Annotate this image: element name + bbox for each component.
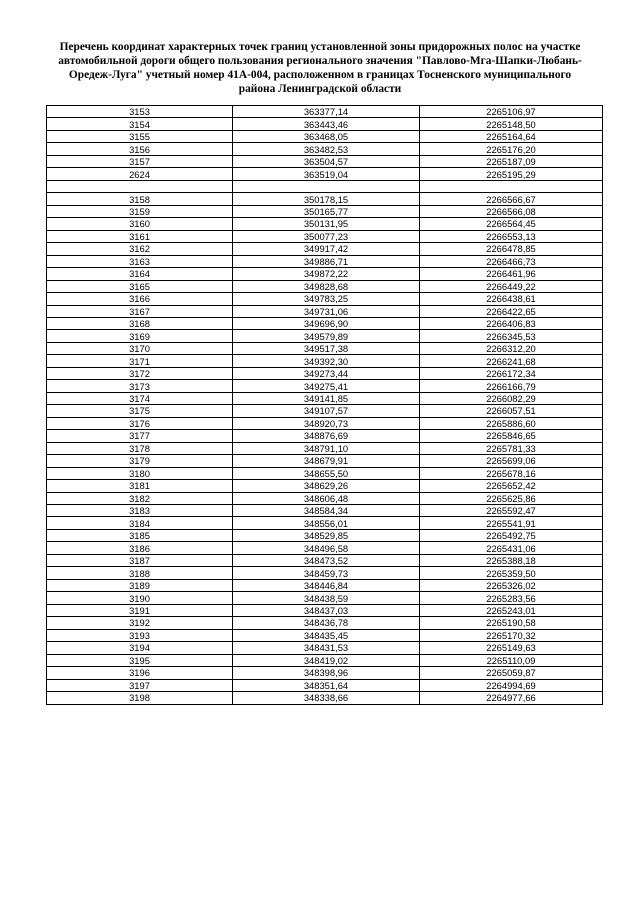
point-number-cell: 3163 — [47, 255, 233, 267]
point-number-cell: 3169 — [47, 330, 233, 342]
table-row — [47, 692, 603, 704]
y-coordinate-cell: 2265149,63 — [420, 642, 603, 654]
y-coordinate-cell: 2265195,29 — [420, 168, 603, 180]
table-row — [47, 255, 603, 267]
x-coordinate-cell: 348437,03 — [233, 604, 420, 616]
x-coordinate-cell: 349783,25 — [233, 293, 420, 305]
x-coordinate-cell: 348473,52 — [233, 554, 420, 566]
y-coordinate-cell: 2266406,83 — [420, 317, 603, 329]
y-coordinate-cell: 2266345,53 — [420, 330, 603, 342]
x-coordinate-cell: 349275,41 — [233, 380, 420, 392]
y-coordinate-cell: 2266082,29 — [420, 392, 603, 404]
x-coordinate-cell: 349273,44 — [233, 367, 420, 379]
y-coordinate-cell: 2265170,32 — [420, 629, 603, 641]
x-coordinate-cell: 363482,53 — [233, 143, 420, 155]
x-coordinate-cell: 350178,15 — [233, 193, 420, 205]
point-number-cell: 3183 — [47, 505, 233, 517]
x-coordinate-cell: 348398,96 — [233, 667, 420, 679]
title-line: района Ленинградской области — [238, 83, 402, 95]
title-line: автомобильной дороги общего пользования регионального значения "Павлово-Мга-Шапки-Любань- — [58, 55, 582, 67]
y-coordinate-cell: 2265359,50 — [420, 567, 603, 579]
table-row — [47, 392, 603, 404]
y-coordinate-cell: 2266566,08 — [420, 205, 603, 217]
table-row — [47, 193, 603, 205]
x-coordinate-cell: 348419,02 — [233, 654, 420, 666]
table-row — [47, 492, 603, 504]
y-coordinate-cell: 2265148,50 — [420, 118, 603, 130]
point-number-cell: 3195 — [47, 654, 233, 666]
table-row — [47, 330, 603, 342]
x-coordinate-cell: 348920,73 — [233, 417, 420, 429]
point-number-cell: 3198 — [47, 692, 233, 704]
x-coordinate-cell: 348876,69 — [233, 430, 420, 442]
y-coordinate-cell: 2266466,73 — [420, 255, 603, 267]
table-row — [47, 455, 603, 467]
y-coordinate-cell: 2265652,42 — [420, 480, 603, 492]
x-coordinate-cell: 348438,59 — [233, 592, 420, 604]
point-number-cell: 3182 — [47, 492, 233, 504]
point-number-cell: 3173 — [47, 380, 233, 392]
y-coordinate-cell: 2265886,60 — [420, 417, 603, 429]
table-row — [47, 180, 603, 192]
table-row — [47, 342, 603, 354]
point-number-cell: 3165 — [47, 280, 233, 292]
table-row — [47, 554, 603, 566]
y-coordinate-cell: 2264977,66 — [420, 692, 603, 704]
table-row — [47, 617, 603, 629]
x-coordinate-cell: 348446,84 — [233, 579, 420, 591]
table-row — [47, 517, 603, 529]
x-coordinate-cell: 350077,23 — [233, 230, 420, 242]
table-row — [47, 667, 603, 679]
point-number-cell: 3171 — [47, 355, 233, 367]
y-coordinate-cell — [420, 180, 603, 192]
x-coordinate-cell: 348431,53 — [233, 642, 420, 654]
point-number-cell: 3174 — [47, 392, 233, 404]
x-coordinate-cell: 349872,22 — [233, 268, 420, 280]
point-number-cell: 3196 — [47, 667, 233, 679]
x-coordinate-cell: 349917,42 — [233, 243, 420, 255]
table-row — [47, 143, 603, 155]
y-coordinate-cell: 2265326,02 — [420, 579, 603, 591]
x-coordinate-cell: 363468,05 — [233, 130, 420, 142]
table-row — [47, 205, 603, 217]
point-number-cell: 3189 — [47, 579, 233, 591]
y-coordinate-cell: 2266449,22 — [420, 280, 603, 292]
x-coordinate-cell: 348459,73 — [233, 567, 420, 579]
y-coordinate-cell: 2266478,85 — [420, 243, 603, 255]
point-number-cell: 3158 — [47, 193, 233, 205]
point-number-cell: 3159 — [47, 205, 233, 217]
table-row — [47, 118, 603, 130]
x-coordinate-cell: 348436,78 — [233, 617, 420, 629]
table-row — [47, 579, 603, 591]
table-row — [47, 243, 603, 255]
point-number-cell: 3161 — [47, 230, 233, 242]
x-coordinate-cell: 348338,66 — [233, 692, 420, 704]
y-coordinate-cell: 2264994,69 — [420, 679, 603, 691]
point-number-cell: 3156 — [47, 143, 233, 155]
x-coordinate-cell: 363377,14 — [233, 106, 420, 118]
point-number-cell: 3179 — [47, 455, 233, 467]
y-coordinate-cell: 2265187,09 — [420, 155, 603, 167]
y-coordinate-cell: 2266553,13 — [420, 230, 603, 242]
x-coordinate-cell: 348496,58 — [233, 542, 420, 554]
point-number-cell: 3194 — [47, 642, 233, 654]
y-coordinate-cell: 2265678,16 — [420, 467, 603, 479]
y-coordinate-cell: 2266422,65 — [420, 305, 603, 317]
x-coordinate-cell: 350131,95 — [233, 218, 420, 230]
point-number-cell: 3154 — [47, 118, 233, 130]
point-number-cell: 3184 — [47, 517, 233, 529]
point-number-cell: 3177 — [47, 430, 233, 442]
point-number-cell: 3175 — [47, 405, 233, 417]
y-coordinate-cell: 2265699,06 — [420, 455, 603, 467]
x-coordinate-cell: 348791,10 — [233, 442, 420, 454]
y-coordinate-cell: 2265592,47 — [420, 505, 603, 517]
point-number-cell: 3162 — [47, 243, 233, 255]
table-row — [47, 305, 603, 317]
point-number-cell: 3193 — [47, 629, 233, 641]
y-coordinate-cell: 2266057,51 — [420, 405, 603, 417]
table-row — [47, 380, 603, 392]
x-coordinate-cell: 349517,38 — [233, 342, 420, 354]
table-row — [47, 293, 603, 305]
x-coordinate-cell: 349141,85 — [233, 392, 420, 404]
point-number-cell: 3180 — [47, 467, 233, 479]
point-number-cell: 3176 — [47, 417, 233, 429]
table-row — [47, 355, 603, 367]
x-coordinate-cell: 348679,91 — [233, 455, 420, 467]
y-coordinate-cell: 2265846,65 — [420, 430, 603, 442]
y-coordinate-cell: 2265625,86 — [420, 492, 603, 504]
point-number-cell: 3187 — [47, 554, 233, 566]
y-coordinate-cell: 2266312,20 — [420, 342, 603, 354]
y-coordinate-cell: 2265190,58 — [420, 617, 603, 629]
document-title — [40, 40, 600, 96]
coordinates-table — [46, 105, 603, 705]
x-coordinate-cell: 363519,04 — [233, 168, 420, 180]
point-number-cell: 3191 — [47, 604, 233, 616]
point-number-cell: 3185 — [47, 529, 233, 541]
point-number-cell — [47, 180, 233, 192]
x-coordinate-cell: 350165,77 — [233, 205, 420, 217]
point-number-cell: 3186 — [47, 542, 233, 554]
table-row — [47, 604, 603, 616]
title-line: Оредеж-Луга" учетный номер 41А-004, расположенном в границах Тосненского муниципального — [68, 69, 572, 81]
x-coordinate-cell: 348351,64 — [233, 679, 420, 691]
table-row — [47, 155, 603, 167]
y-coordinate-cell: 2265164,64 — [420, 130, 603, 142]
point-number-cell: 3153 — [47, 106, 233, 118]
table-row — [47, 642, 603, 654]
point-number-cell: 3157 — [47, 155, 233, 167]
table-row — [47, 529, 603, 541]
y-coordinate-cell: 2265110,09 — [420, 654, 603, 666]
x-coordinate-cell: 349886,71 — [233, 255, 420, 267]
x-coordinate-cell: 349579,89 — [233, 330, 420, 342]
point-number-cell: 3167 — [47, 305, 233, 317]
x-coordinate-cell: 348584,34 — [233, 505, 420, 517]
point-number-cell: 3197 — [47, 679, 233, 691]
x-coordinate-cell: 349731,06 — [233, 305, 420, 317]
y-coordinate-cell: 2265243,01 — [420, 604, 603, 616]
x-coordinate-cell: 363443,46 — [233, 118, 420, 130]
y-coordinate-cell: 2266438,61 — [420, 293, 603, 305]
point-number-cell: 3166 — [47, 293, 233, 305]
table-row — [47, 567, 603, 579]
coordinates-table-body — [47, 106, 603, 705]
x-coordinate-cell: 348629,26 — [233, 480, 420, 492]
table-row — [47, 417, 603, 429]
y-coordinate-cell: 2266166,79 — [420, 380, 603, 392]
x-coordinate-cell — [233, 180, 420, 192]
x-coordinate-cell: 363504,57 — [233, 155, 420, 167]
table-row — [47, 442, 603, 454]
x-coordinate-cell: 349828,68 — [233, 280, 420, 292]
point-number-cell: 3160 — [47, 218, 233, 230]
x-coordinate-cell: 348655,50 — [233, 467, 420, 479]
y-coordinate-cell: 2266566,67 — [420, 193, 603, 205]
x-coordinate-cell: 348529,85 — [233, 529, 420, 541]
point-number-cell: 3188 — [47, 567, 233, 579]
table-row — [47, 130, 603, 142]
point-number-cell: 3181 — [47, 480, 233, 492]
point-number-cell: 3170 — [47, 342, 233, 354]
x-coordinate-cell: 348556,01 — [233, 517, 420, 529]
point-number-cell: 2624 — [47, 168, 233, 180]
table-row — [47, 268, 603, 280]
point-number-cell: 3192 — [47, 617, 233, 629]
table-row — [47, 317, 603, 329]
x-coordinate-cell: 349392,30 — [233, 355, 420, 367]
table-row — [47, 405, 603, 417]
y-coordinate-cell: 2266461,96 — [420, 268, 603, 280]
table-row — [47, 542, 603, 554]
y-coordinate-cell: 2265388,18 — [420, 554, 603, 566]
table-row — [47, 367, 603, 379]
y-coordinate-cell: 2265176,20 — [420, 143, 603, 155]
table-row — [47, 654, 603, 666]
y-coordinate-cell: 2266172,34 — [420, 367, 603, 379]
table-row — [47, 218, 603, 230]
y-coordinate-cell: 2265541,91 — [420, 517, 603, 529]
y-coordinate-cell: 2265283,56 — [420, 592, 603, 604]
table-row — [47, 280, 603, 292]
table-row — [47, 505, 603, 517]
table-row — [47, 467, 603, 479]
table-row — [47, 430, 603, 442]
point-number-cell: 3178 — [47, 442, 233, 454]
table-row — [47, 679, 603, 691]
point-number-cell: 3168 — [47, 317, 233, 329]
point-number-cell: 3190 — [47, 592, 233, 604]
table-row — [47, 480, 603, 492]
y-coordinate-cell: 2265781,33 — [420, 442, 603, 454]
title-line: Перечень координат характерных точек границ установленной зоны придорожных полос на участке — [59, 41, 581, 53]
x-coordinate-cell: 349107,57 — [233, 405, 420, 417]
x-coordinate-cell: 348606,48 — [233, 492, 420, 504]
y-coordinate-cell: 2265106,97 — [420, 106, 603, 118]
y-coordinate-cell: 2265059,87 — [420, 667, 603, 679]
y-coordinate-cell: 2265431,06 — [420, 542, 603, 554]
table-row — [47, 230, 603, 242]
table-row — [47, 592, 603, 604]
y-coordinate-cell: 2265492,75 — [420, 529, 603, 541]
table-row — [47, 106, 603, 118]
x-coordinate-cell: 349696,90 — [233, 317, 420, 329]
x-coordinate-cell: 348435,45 — [233, 629, 420, 641]
point-number-cell: 3172 — [47, 367, 233, 379]
table-row — [47, 629, 603, 641]
point-number-cell: 3155 — [47, 130, 233, 142]
y-coordinate-cell: 2266564,45 — [420, 218, 603, 230]
table-row — [47, 168, 603, 180]
point-number-cell: 3164 — [47, 268, 233, 280]
y-coordinate-cell: 2266241,68 — [420, 355, 603, 367]
